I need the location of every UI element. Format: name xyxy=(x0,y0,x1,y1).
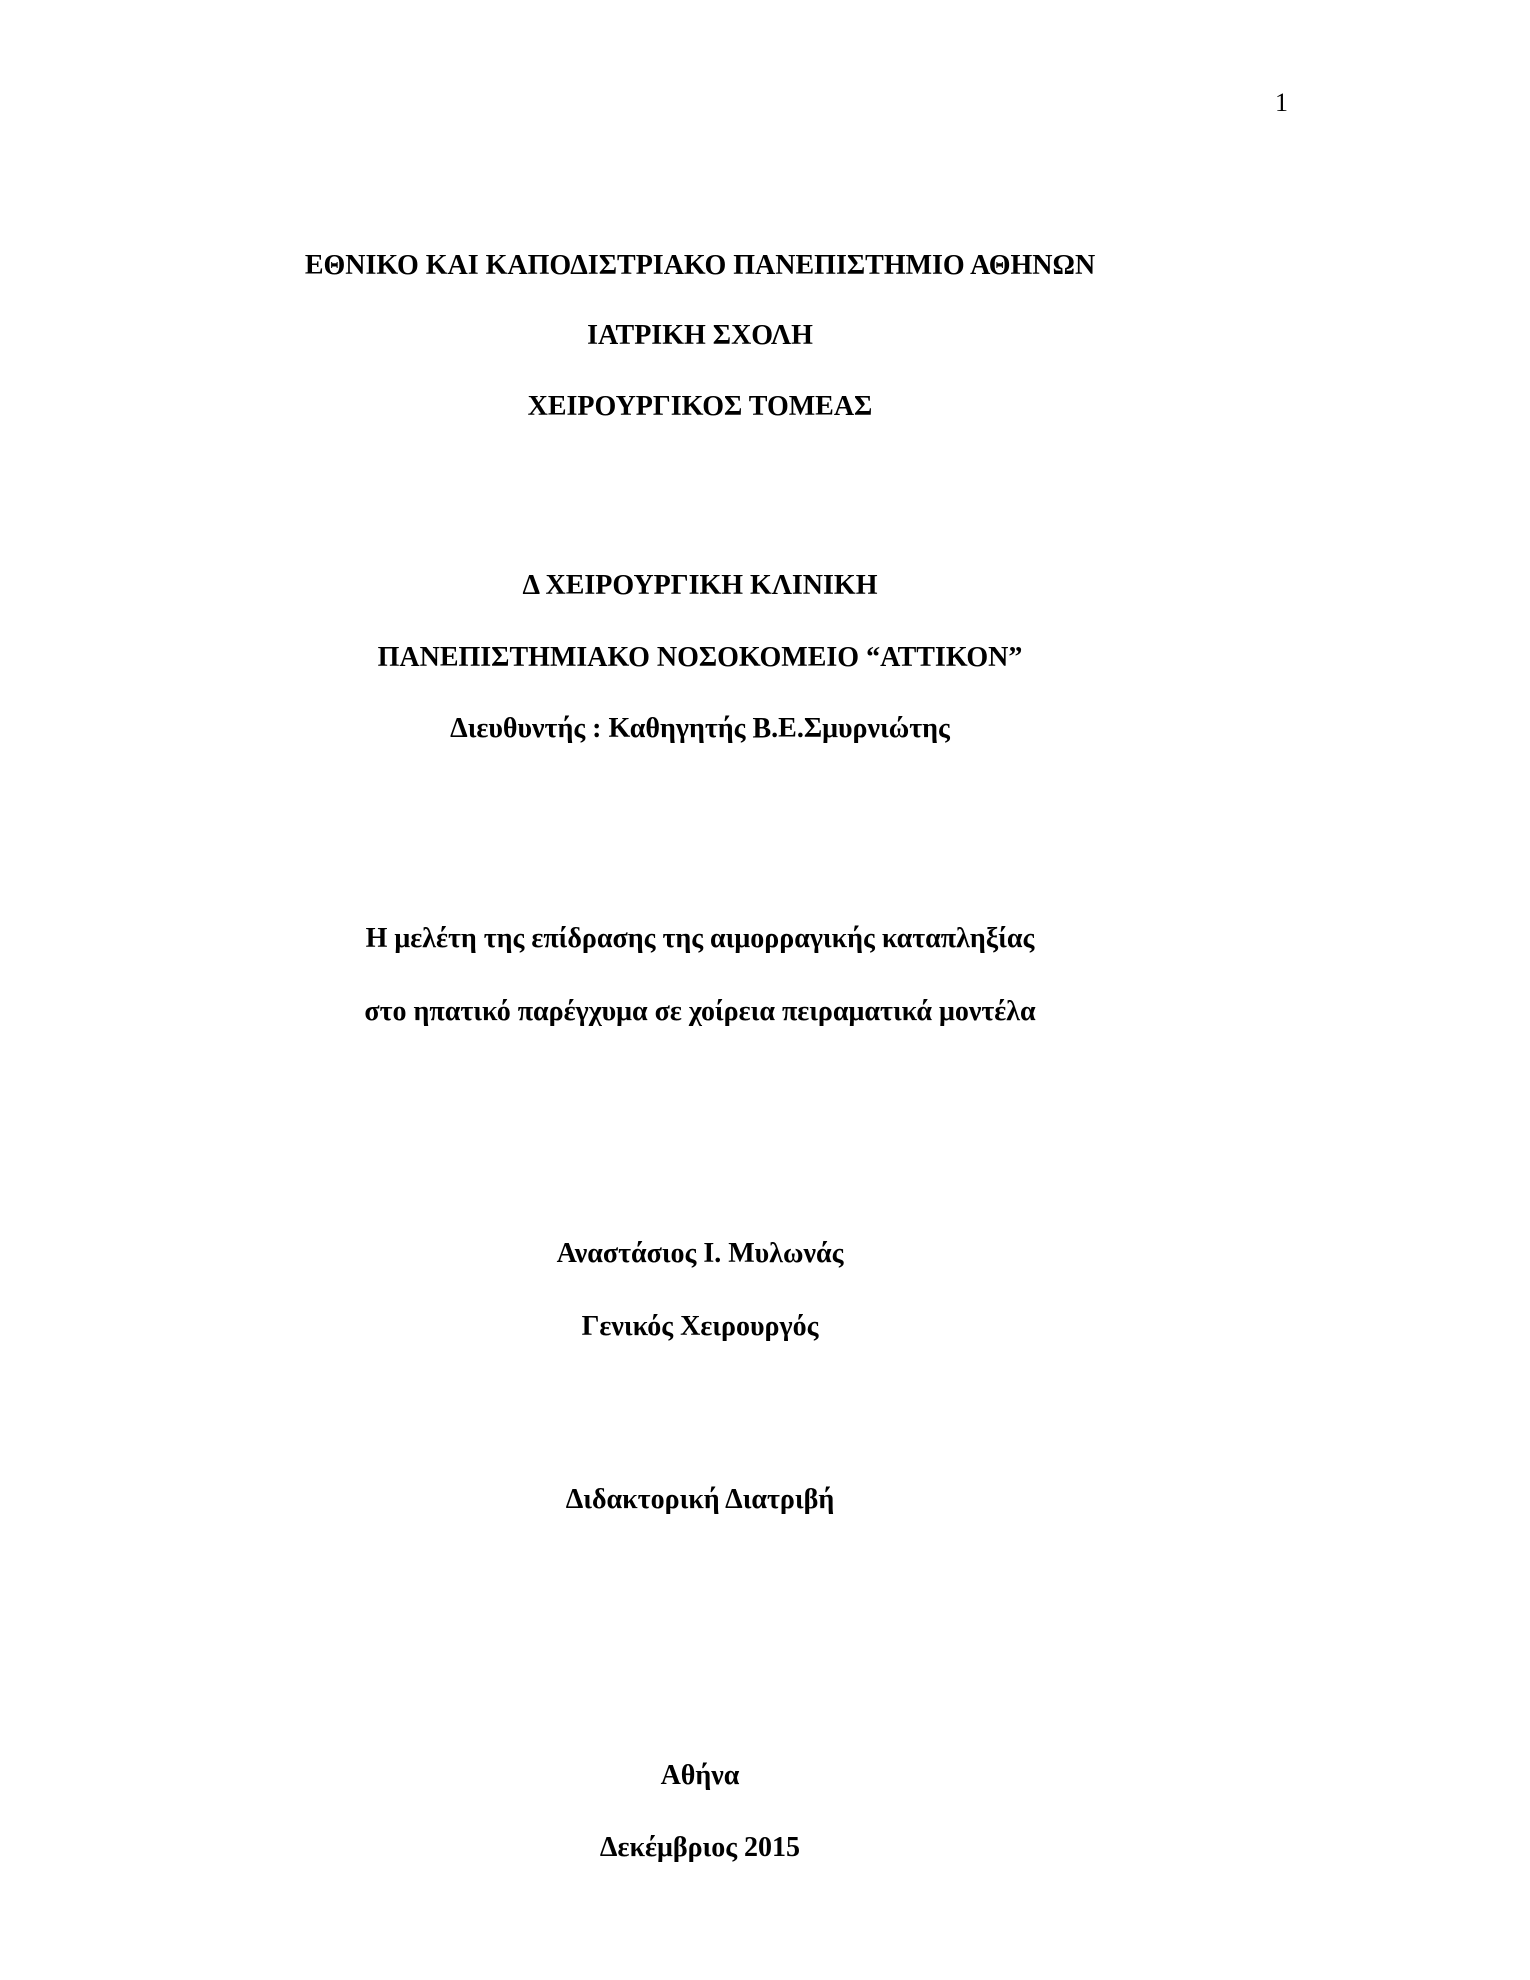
school-name: ΙΑΤΡΙΚΗ ΣΧΟΛΗ xyxy=(587,320,813,351)
director-line: Διευθυντής : Καθηγητής Β.Ε.Σμυρνιώτης xyxy=(450,713,950,744)
document-type: Διδακτορική Διατριβή xyxy=(565,1484,835,1515)
author-title: Γενικός Χειρουργός xyxy=(581,1311,819,1342)
clinic-name: Δ ΧΕΙΡΟΥΡΓΙΚΗ ΚΛΙΝΙΚΗ xyxy=(522,570,878,601)
page-number: 1 xyxy=(1275,88,1288,117)
author-name: Αναστάσιος Ι. Μυλωνάς xyxy=(556,1238,844,1269)
university-name: ΕΘΝΙΚΟ ΚΑΙ ΚΑΠΟΔΙΣΤΡΙΑΚΟ ΠΑΝΕΠΙΣΤΗΜΙΟ ΑΘΗΝΩΝ xyxy=(304,250,1096,281)
department-name: ΧΕΙΡΟΥΡΓΙΚΟΣ ΤΟΜΕΑΣ xyxy=(527,391,873,422)
hospital-name: ΠΑΝΕΠΙΣΤΗΜΙΑΚΟ ΝΟΣΟΚΟΜΕΙΟ “ΑΤΤΙΚΟΝ” xyxy=(377,642,1023,673)
place: Αθήνα xyxy=(660,1760,740,1791)
date: Δεκέμβριος 2015 xyxy=(599,1832,801,1863)
thesis-title-line-1: Η μελέτη της επίδρασης της αιμορραγικής καταπληξίας xyxy=(365,923,1035,954)
thesis-title-line-2: στο ηπατικό παρέγχυμα σε χοίρεια πειραματικά μοντέλα xyxy=(364,996,1036,1027)
